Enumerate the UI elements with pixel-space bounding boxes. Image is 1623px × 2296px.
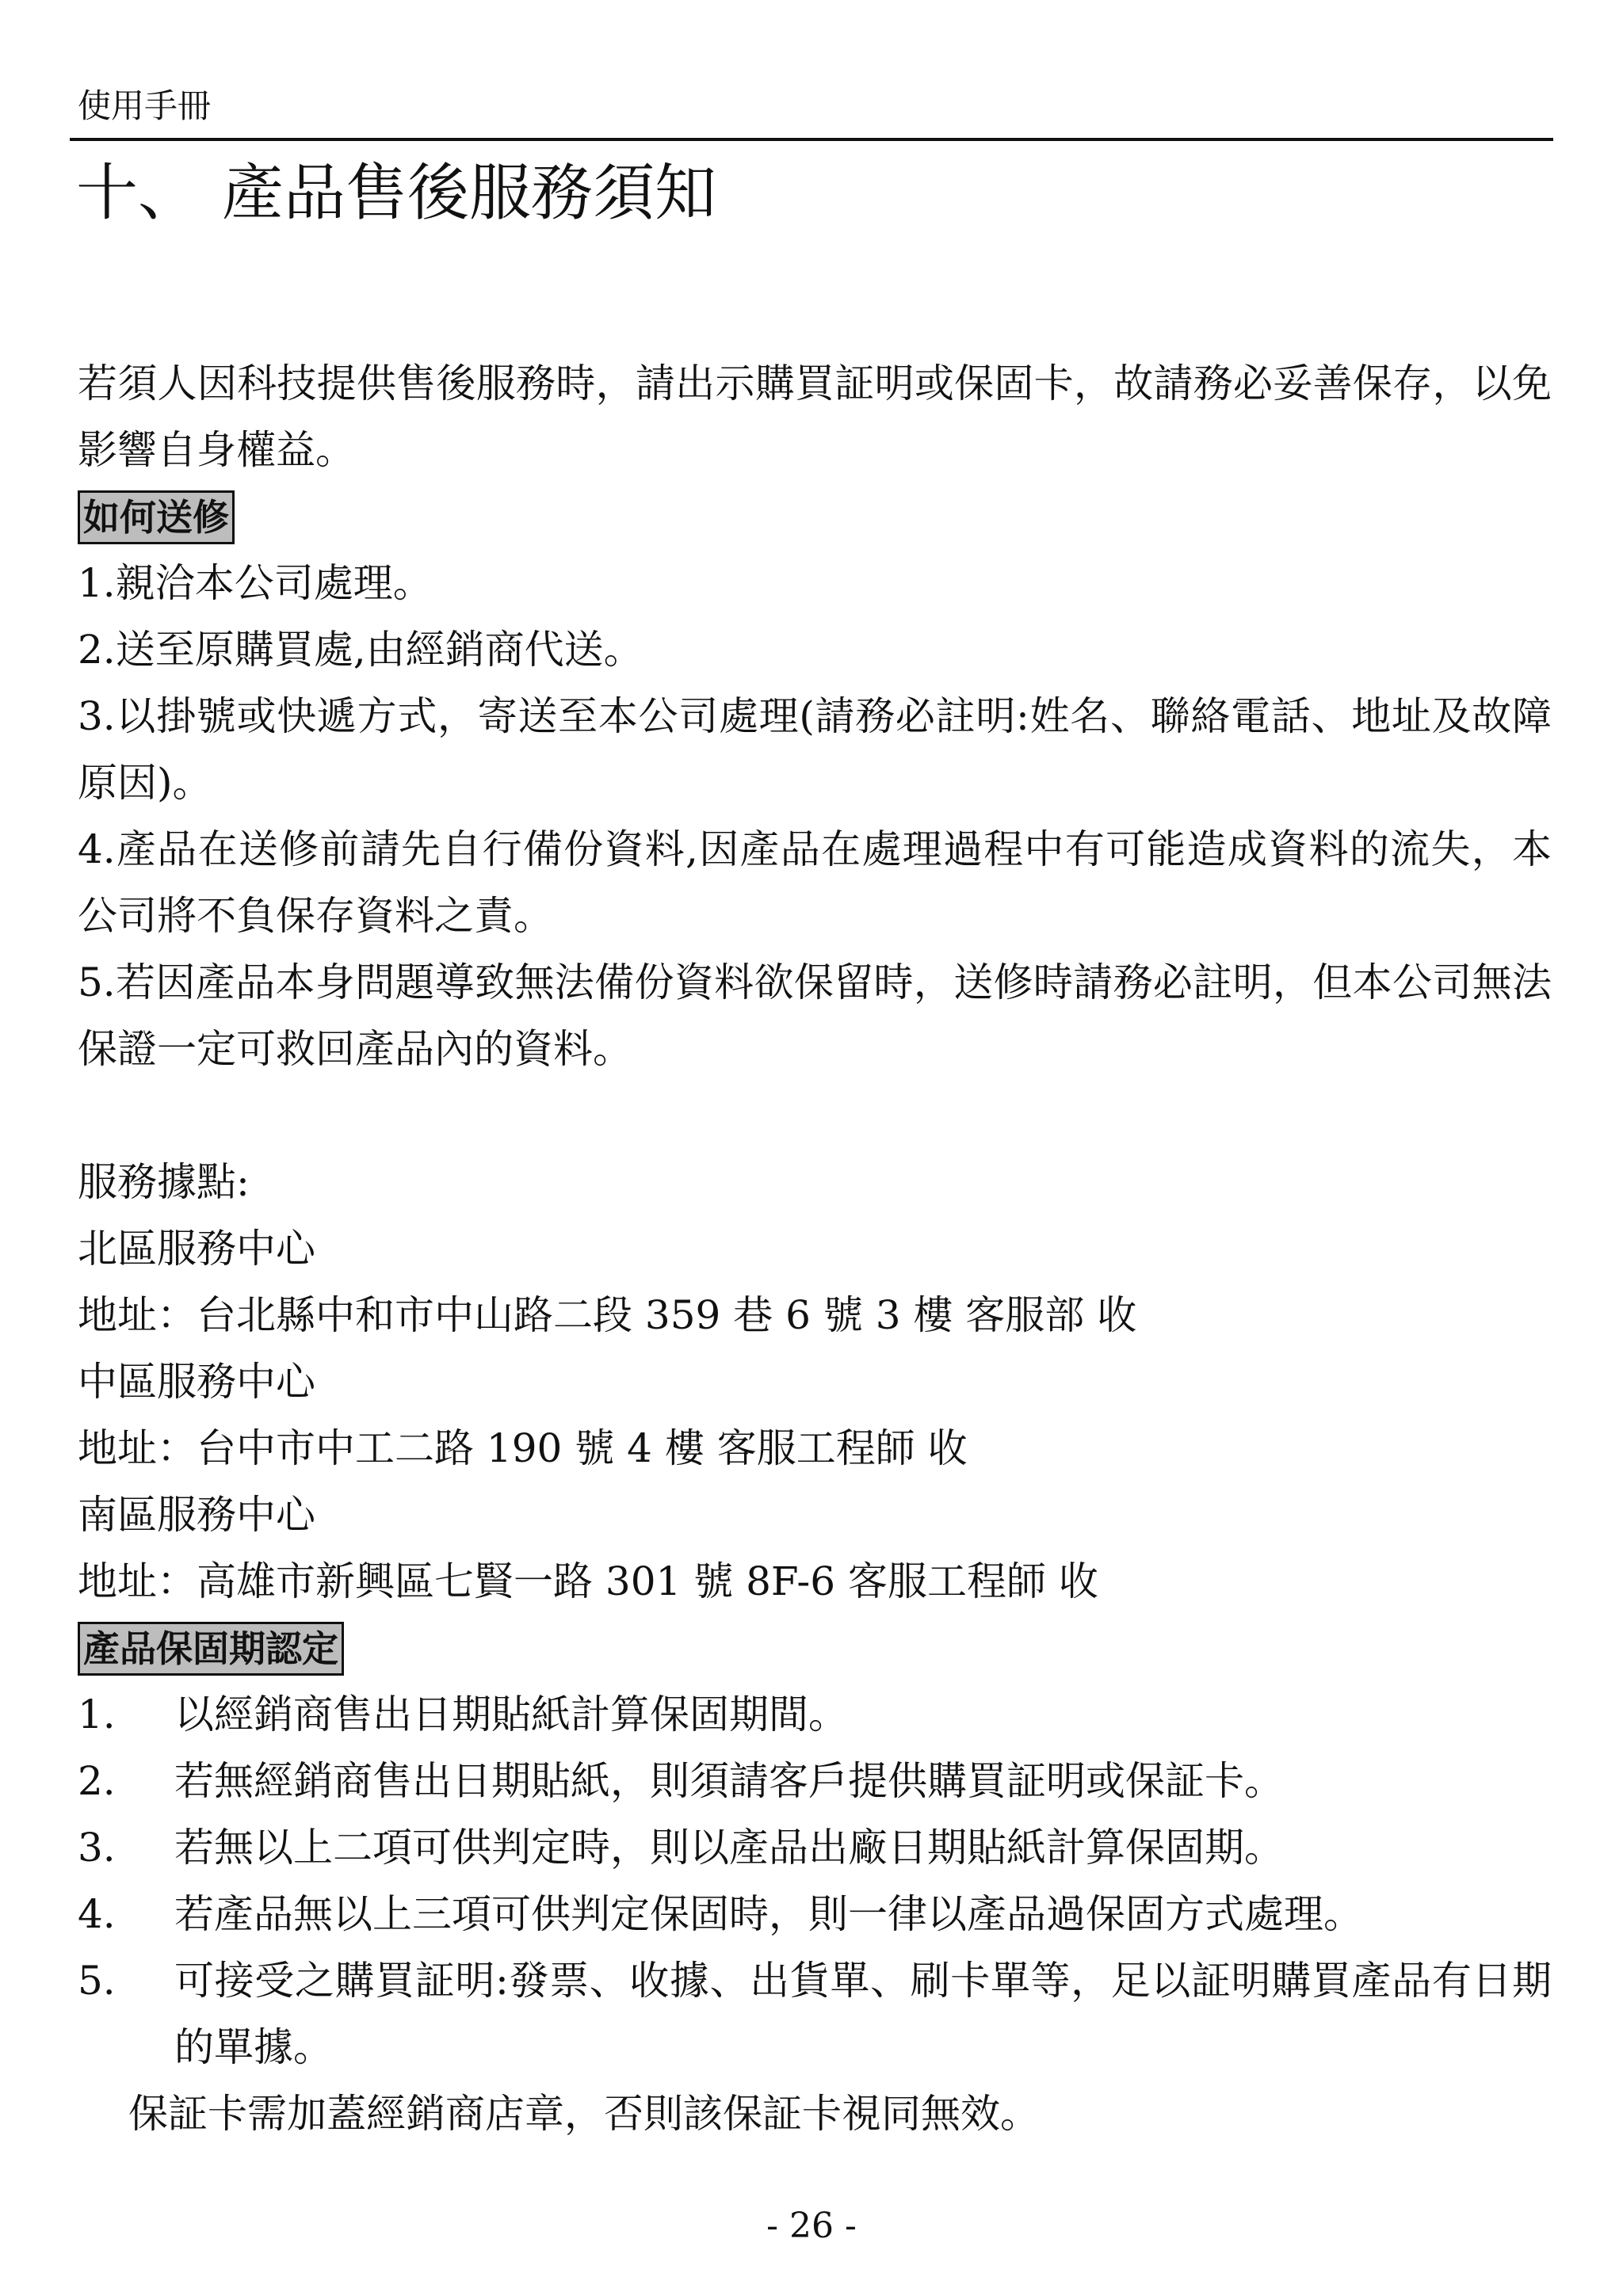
warranty-item [78, 1881, 1552, 1947]
running-header: 使用手冊 [78, 86, 212, 125]
warranty-item [78, 1947, 1552, 2081]
warranty-item-number: 2. [78, 1758, 116, 1804]
spacer [78, 1082, 1552, 1149]
warranty-item-number: 4. [78, 1891, 116, 1937]
warranty-item-text: 若產品無以上三項可供判定保固時，則一律以產品過保固方式處理。 [174, 1891, 1363, 1937]
warranty-section [78, 1615, 1552, 2147]
service-center-name: 北區服務中心 [78, 1226, 315, 1272]
warranty-item [78, 1748, 1552, 1814]
service-center-name: 中區服務中心 [78, 1359, 315, 1405]
warranty-item-text: 若無經銷商售出日期貼紙，則須請客戶提供購買証明或保証卡。 [174, 1758, 1284, 1804]
warranty-item-text: 可接受之購買証明:發票、收據、出貨單、刷卡單等，足以証明購買產品有日期的單據。 [174, 1958, 1552, 2070]
warranty-list [78, 1681, 1552, 2081]
repair-item: 1.親洽本公司處理。 [78, 560, 433, 606]
page-number: - 26 - [766, 2206, 857, 2246]
repair-heading: 如何送修 [78, 490, 235, 544]
service-label: 服務據點: [78, 1159, 250, 1205]
service-center-address: 地址：台北縣中和市中山路二段 359 巷 6 號 3 樓 客服部 收 [78, 1292, 1137, 1338]
chapter-title [76, 152, 716, 235]
warranty-item-number: 3. [78, 1825, 116, 1871]
warranty-item-number: 5. [78, 1958, 116, 2004]
service-locations [78, 1149, 1552, 1615]
warranty-item-number: 1. [78, 1691, 116, 1737]
repair-item: 4.產品在送修前請先自行備份資料,因產品在處理過程中有可能造成資料的流失，本公司將不負保存資料之責。 [78, 826, 1552, 939]
warranty-item [78, 1681, 1552, 1748]
repair-item: 5.若因產品本身問題導致無法備份資料欲保留時，送修時請務必註明，但本公司無法保證一定可救回產品內的資料。 [78, 959, 1552, 1072]
chapter-title-text: 產品售後服務須知 [222, 158, 717, 229]
warranty-item-text: 若無以上二項可供判定時，則以產品出廠日期貼紙計算保固期。 [174, 1825, 1284, 1871]
warranty-heading: 產品保固期認定 [78, 1622, 344, 1676]
warranty-note: 保証卡需加蓋經銷商店章，否則該保証卡視同無效。 [128, 2091, 1040, 2137]
warranty-item [78, 1814, 1552, 1881]
service-center-address: 地址：高雄市新興區七賢一路 301 號 8F-6 客服工程師 收 [78, 1558, 1098, 1604]
service-center-name: 南區服務中心 [78, 1492, 315, 1538]
intro-paragraph: 若須人因科技提供售後服務時，請出示購買証明或保固卡，故請務必妥善保存，以免影響自身權益。 [78, 360, 1552, 473]
body-content [78, 350, 1552, 2147]
repair-section [78, 483, 1552, 1082]
repair-item: 2.送至原購買處,由經銷商代送。 [78, 627, 643, 673]
repair-item: 3.以掛號或快遞方式，寄送至本公司處理(請務必註明:姓名、聯絡電話、地址及故障原因)。 [78, 693, 1552, 806]
chapter-number: 十、 [76, 158, 200, 229]
header-rule [70, 138, 1553, 141]
warranty-item-text: 以經銷商售出日期貼紙計算保固期間。 [174, 1691, 848, 1737]
service-center-address: 地址：台中市中工二路 190 號 4 樓 客服工程師 收 [78, 1425, 968, 1471]
